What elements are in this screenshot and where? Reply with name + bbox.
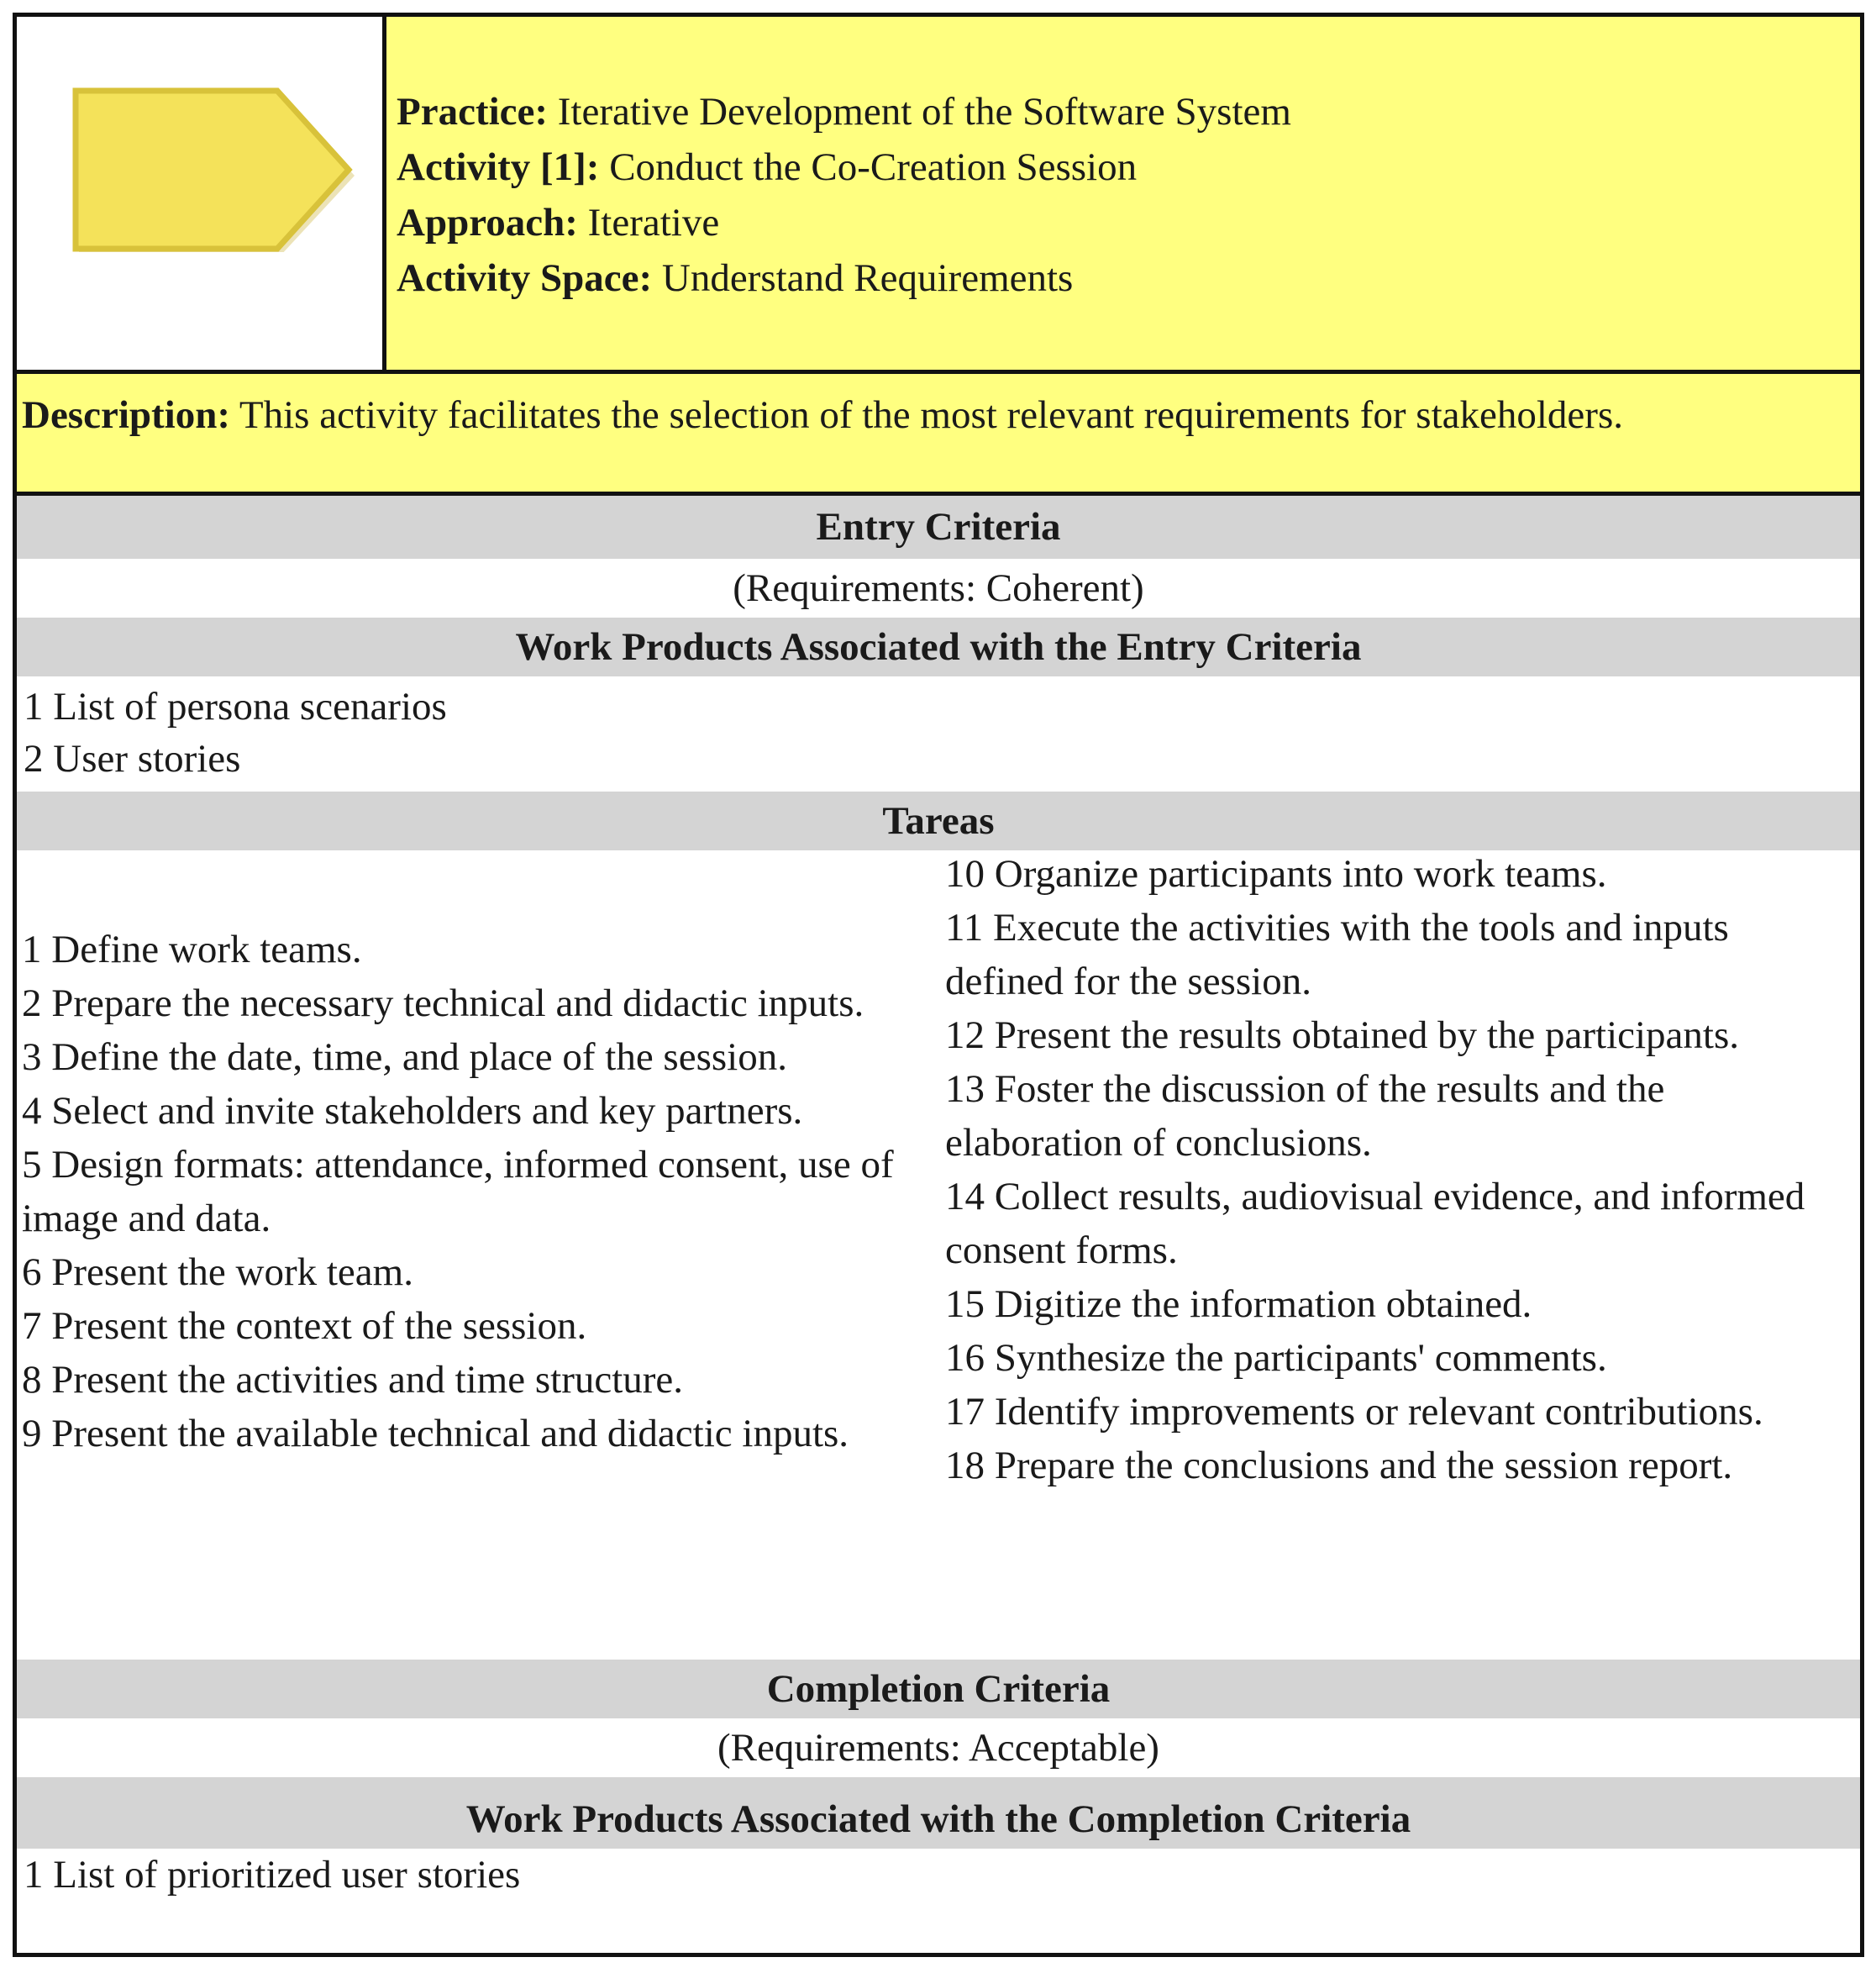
list-item: 5 Design formats: attendance, informed consent, use of image and data.	[22, 1143, 894, 1240]
list-item: 15 Digitize the information obtained.	[945, 1282, 1532, 1326]
list-item: 1 List of prioritized user stories	[24, 1853, 521, 1897]
entry-requirements: (Requirements: Coherent)	[17, 559, 1860, 618]
list-item: 14 Collect results, audiovisual evidence, and informed consent forms.	[945, 1175, 1805, 1272]
list-item: 18 Prepare the conclusions and the session report.	[945, 1444, 1733, 1487]
entry-work-products-heading: Work Products Associated with the Entry Criteria	[17, 618, 1860, 676]
list-item: 17 Identify improvements or relevant contributions.	[945, 1390, 1763, 1434]
list-item: 4 Select and invite stakeholders and key partners.	[22, 1089, 803, 1133]
practice-line	[397, 84, 1860, 139]
activity-space-value: Understand Requirements	[652, 256, 1074, 300]
list-item: 13 Foster the discussion of the results and the elaboration of conclusions.	[945, 1067, 1665, 1165]
list-item: 7 Present the context of the session.	[22, 1304, 587, 1348]
pentagon-arrow-icon	[50, 67, 370, 252]
list-item: 9 Present the available technical and didactic inputs.	[22, 1412, 849, 1455]
activity-line	[397, 139, 1860, 195]
entry-work-products-list	[24, 681, 447, 785]
list-item: 2 Prepare the necessary technical and didactic inputs.	[22, 981, 864, 1025]
description-label: Description:	[22, 393, 231, 437]
icon-cell	[17, 17, 386, 370]
activity-space-label: Activity Space:	[397, 256, 653, 300]
activity-header	[17, 17, 1860, 374]
list-item: 10 Organize participants into work teams.	[945, 852, 1607, 896]
activity-value: Conduct the Co-Creation Session	[599, 145, 1138, 189]
list-item: 3 Define the date, time, and place of the session.	[22, 1035, 787, 1079]
completion-work-products-heading: Work Products Associated with the Completion Criteria	[17, 1777, 1860, 1849]
list-item: 1 Define work teams.	[22, 928, 362, 971]
description-text: This activity facilitates the selection of the most relevant requirements for stakeholders.	[230, 393, 1623, 437]
practice-value: Iterative Development of the Software System	[548, 90, 1291, 134]
description-row	[17, 374, 1860, 496]
list-item: 12 Present the results obtained by the participants.	[945, 1013, 1740, 1057]
approach-label: Approach:	[397, 201, 578, 245]
list-item: 8 Present the activities and time structure.	[22, 1358, 684, 1402]
activity-space-line	[397, 250, 1860, 306]
list-item: 2 User stories	[24, 737, 241, 781]
tasks-heading: Tareas	[17, 792, 1860, 850]
tasks-right-column	[945, 847, 1836, 1492]
approach-value: Iterative	[577, 201, 720, 245]
list-item: 6 Present the work team.	[22, 1250, 413, 1294]
completion-criteria-heading: Completion Criteria	[17, 1660, 1860, 1718]
activity-meta	[386, 17, 1860, 370]
list-item: 11 Execute the activities with the tools and inputs defined for the session.	[945, 906, 1729, 1003]
activity-label: Activity [1]:	[397, 145, 600, 189]
approach-line	[397, 195, 1860, 250]
tasks-left-column	[22, 923, 929, 1460]
entry-criteria-heading: Entry Criteria	[17, 496, 1860, 559]
completion-work-products-list	[24, 1849, 520, 1901]
practice-label: Practice:	[397, 90, 549, 134]
list-item: 1 List of persona scenarios	[24, 685, 447, 729]
list-item: 16 Synthesize the participants' comments.	[945, 1336, 1607, 1380]
completion-requirements: (Requirements: Acceptable)	[17, 1718, 1860, 1777]
activity-card	[13, 13, 1864, 1957]
